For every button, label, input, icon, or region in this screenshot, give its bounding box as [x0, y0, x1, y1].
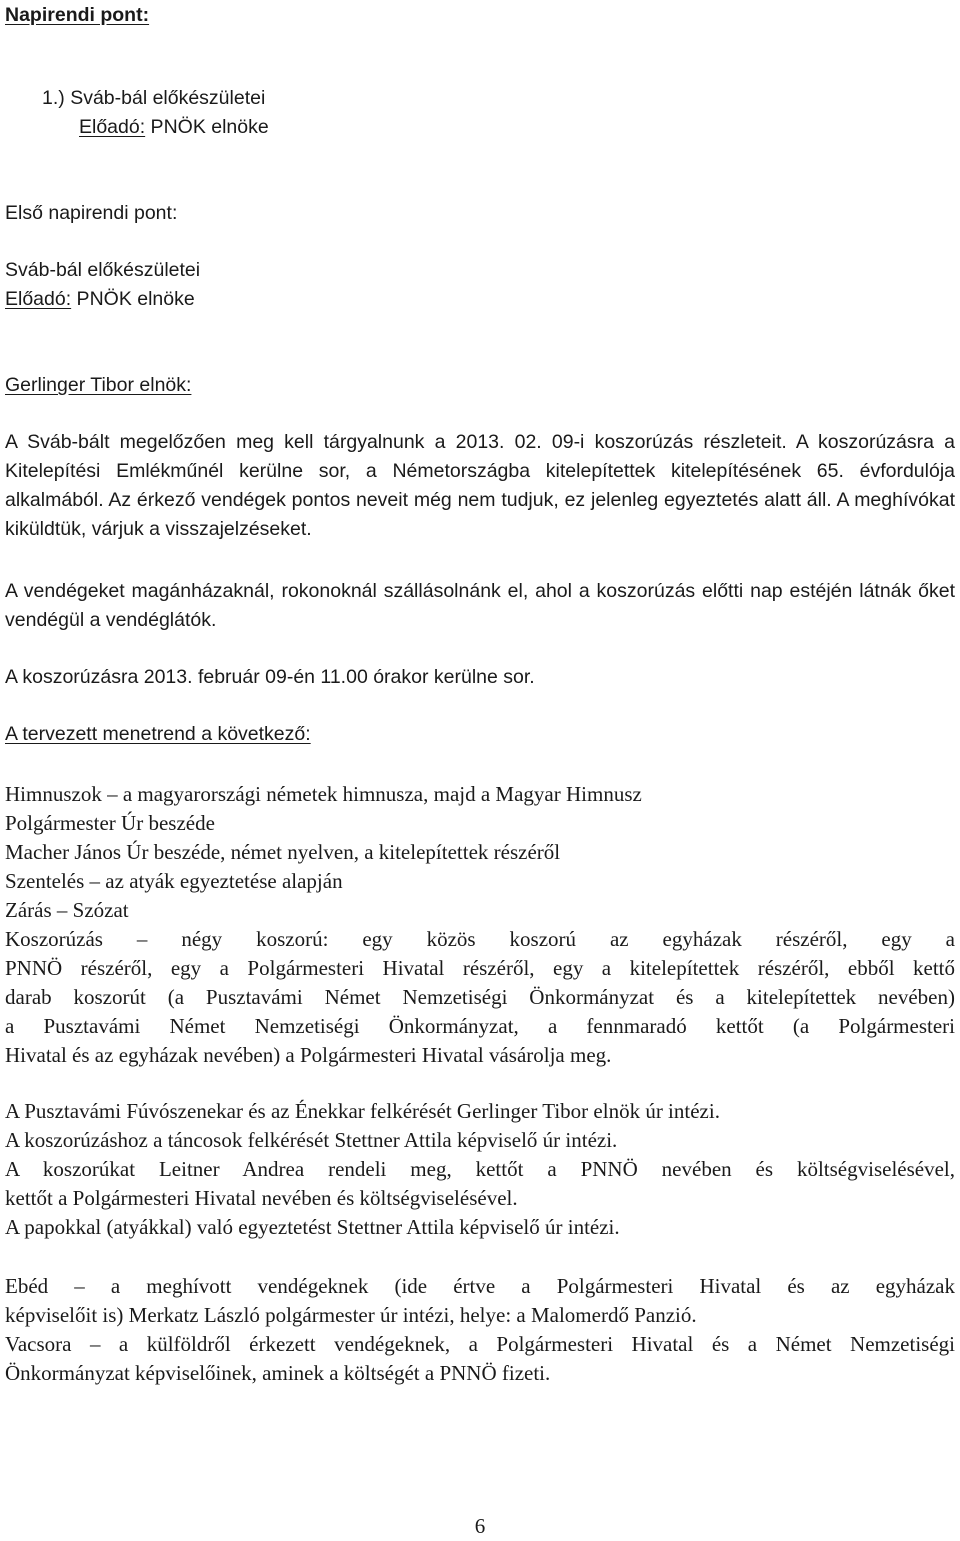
meal-line: Ebéd – a meghívott vendégeknek (ide értve a Polgármesteri Hivatal és az egyházak [5, 1274, 955, 1298]
agenda-title: Sváb-bál előkészületei [70, 87, 266, 109]
tasks-block [5, 1097, 955, 1242]
task-line: kettőt a Polgármesteri Hivatal nevében és költségviselésével. [5, 1186, 518, 1210]
wreath-line: Koszorúzás – négy koszorú: egy közös koszorú az egyházak részéről, egy a [5, 927, 955, 951]
wreath-line: Hivatal és az egyházak nevében) a Polgármesteri Hivatal vásárolja meg. [5, 1043, 612, 1067]
page-heading: Napirendi pont: [5, 4, 150, 26]
task-line: A Pusztavámi Fúvószenekar és az Énekkar felkérését Gerlinger Tibor elnök úr intézi. [5, 1099, 720, 1123]
page-number: 6 [474, 1514, 486, 1538]
schedule-list [5, 780, 955, 1070]
wreath-line: a Pusztavámi Német Nemzetiségi Önkormányzat, a fennmaradó kettőt (a Polgármesteri [5, 1014, 955, 1038]
schedule-item: Zárás – Szózat [5, 898, 129, 922]
task-line: A papokkal (atyákkal) való egyeztetést Stettner Attila képviselő úr intézi. [5, 1215, 620, 1239]
first-presenter-name: PNÖK elnöke [71, 288, 195, 310]
wreath-line: darab koszorút (a Pusztavámi Német Nemzetiségi Önkormányzat és a kitelepítettek nevében) [5, 985, 955, 1009]
wreath-line: PNNÖ részéről, egy a Polgármesteri Hivatal részéről, egy a kitelepítettek részéről, ebből kettő [5, 956, 955, 980]
meal-line: Vacsora – a külföldről érkezett vendégeknek, a Polgármesteri Hivatal és a Német Nemzetiségi [5, 1332, 955, 1356]
schedule-item: Polgármester Úr beszéde [5, 811, 215, 835]
first-item-title: Sváb-bál előkészületei [5, 259, 201, 281]
accommodation-paragraph: A vendégeket magánházaknál, rokonoknál szállásolnánk el, ahol a koszorúzás előtti nap estéjén látnák őket vendégül a vendéglátók. [5, 580, 955, 631]
meals-block [5, 1272, 955, 1388]
task-line: A koszorúzáshoz a táncosok felkérését Stettner Attila képviselő úr intézi. [5, 1128, 618, 1152]
agenda-presenter [79, 113, 269, 142]
schedule-item: Macher János Úr beszéde, német nyelven, a kitelepítettek részéről [5, 840, 561, 864]
schedule-heading: A tervezett menetrend a következő: [5, 723, 311, 745]
agenda-number: 1.) [42, 87, 65, 109]
first-presenter-label: Előadó: [5, 288, 72, 310]
speaker-label: Gerlinger Tibor elnök: [5, 374, 192, 396]
presenter-name: PNÖK elnöke [145, 116, 269, 138]
agenda-item-title [42, 84, 265, 113]
time-paragraph: A koszorúzásra 2013. február 09-én 11.00 órakor kerülne sor. [5, 666, 535, 688]
first-item-presenter [5, 285, 195, 314]
meal-line: Önkormányzat képviselőinek, aminek a költségét a PNNÖ fizeti. [5, 1361, 551, 1385]
schedule-item: Himnuszok – a magyarországi németek himnusza, majd a Magyar Himnusz [5, 782, 642, 806]
task-line: A koszorúkat Leitner Andrea rendeli meg, kettőt a PNNÖ nevében és költségviselésével, [5, 1157, 955, 1181]
presenter-label: Előadó: [79, 116, 146, 138]
intro-paragraph: A Sváb-bált megelőzően meg kell tárgyalnunk a 2013. 02. 09-i koszorúzás részleteit. A koszorúzásra a Kitelepítési Emlékműnél kerülne sor, a Németországba kitelepítettek kitelepítésének 65. évfordulója alkalmából. Az érkező vendégek pontos neveit még nem tudjuk, ez jelenleg egyeztetés alatt áll. A meghívókat kiküldtük, várjuk a visszajelzéseket. [5, 431, 955, 540]
schedule-item: Szentelés – az atyák egyeztetése alapján [5, 869, 343, 893]
meal-line: képviselőit is) Merkatz László polgármester úr intézi, helye: a Malomerdő Panzió. [5, 1303, 697, 1327]
first-item-heading: Első napirendi pont: [5, 202, 178, 224]
